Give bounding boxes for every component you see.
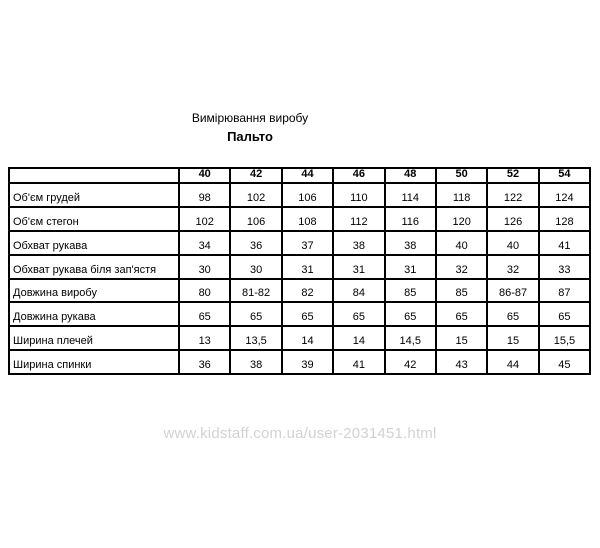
table-row [9,326,590,350]
header-corner-cell [9,168,179,183]
size-header-cell: 40 [179,168,230,183]
measurement-cell: 15 [487,326,538,350]
table-row [9,183,590,207]
row-label: Об'єм стегон [9,207,179,231]
measurement-cell: 106 [230,207,281,231]
measurement-cell: 39 [282,350,333,374]
measurement-cell: 37 [282,231,333,255]
measurement-cell: 122 [487,183,538,207]
measurement-cell: 110 [333,183,384,207]
measurement-cell: 65 [333,302,384,326]
measurement-cell: 34 [179,231,230,255]
measurement-cell: 81-82 [230,279,281,303]
measurement-cell: 65 [539,302,590,326]
measurement-cell: 65 [179,302,230,326]
measurement-cell: 30 [230,255,281,279]
measurement-cell: 106 [282,183,333,207]
table-row [9,207,590,231]
row-label: Обхват рукава [9,231,179,255]
row-label: Ширина спинки [9,350,179,374]
measurement-cell: 38 [385,231,436,255]
measurement-cell: 65 [487,302,538,326]
measurement-cell: 15,5 [539,326,590,350]
size-chart-table [8,167,591,375]
document-subtitle: Вимірювання виробу [191,111,309,125]
measurement-cell: 43 [436,350,487,374]
measurement-cell: 65 [385,302,436,326]
measurement-cell: 14 [282,326,333,350]
measurement-cell: 41 [539,231,590,255]
row-label: Ширина плечей [9,326,179,350]
measurement-cell: 36 [179,350,230,374]
measurement-cell: 108 [282,207,333,231]
measurement-cell: 86-87 [487,279,538,303]
measurement-cell: 126 [487,207,538,231]
size-header-cell: 50 [436,168,487,183]
measurement-cell: 124 [539,183,590,207]
row-label: Довжина рукава [9,302,179,326]
measurement-cell: 13 [179,326,230,350]
measurement-cell: 41 [333,350,384,374]
measurement-cell: 112 [333,207,384,231]
size-header-cell: 54 [539,168,590,183]
measurement-cell: 65 [436,302,487,326]
measurement-cell: 40 [436,231,487,255]
measurement-cell: 120 [436,207,487,231]
measurement-cell: 102 [230,183,281,207]
measurement-cell: 85 [436,279,487,303]
measurement-cell: 102 [179,207,230,231]
measurement-cell: 32 [487,255,538,279]
measurement-cell: 15 [436,326,487,350]
measurement-cell: 65 [230,302,281,326]
size-header-cell: 52 [487,168,538,183]
measurement-cell: 98 [179,183,230,207]
measurement-cell: 31 [333,255,384,279]
measurement-cell: 40 [487,231,538,255]
measurement-cell: 84 [333,279,384,303]
measurement-cell: 44 [487,350,538,374]
measurement-cell: 38 [230,350,281,374]
table-row [9,350,590,374]
size-header-cell: 48 [385,168,436,183]
measurement-cell: 31 [385,255,436,279]
measurement-cell: 14,5 [385,326,436,350]
row-label: Довжина виробу [9,279,179,303]
measurement-cell: 80 [179,279,230,303]
measurement-cell: 85 [385,279,436,303]
measurement-cell: 82 [282,279,333,303]
size-header-cell: 42 [230,168,281,183]
measurement-cell: 14 [333,326,384,350]
row-label: Об'єм грудей [9,183,179,207]
table-row [9,279,590,303]
measurement-cell: 118 [436,183,487,207]
measurement-cell: 65 [282,302,333,326]
measurement-cell: 114 [385,183,436,207]
row-label: Обхват рукава біля зап'ястя [9,255,179,279]
measurement-cell: 38 [333,231,384,255]
size-header-cell: 46 [333,168,384,183]
table-row [9,255,590,279]
measurement-cell: 13,5 [230,326,281,350]
watermark-url: www.kidstaff.com.ua/user-2031451.html [163,425,437,442]
measurement-cell: 31 [282,255,333,279]
measurement-cell: 87 [539,279,590,303]
measurement-cell: 128 [539,207,590,231]
measurement-cell: 30 [179,255,230,279]
measurement-cell: 32 [436,255,487,279]
measurement-cell: 33 [539,255,590,279]
document-title: Пальто [227,129,273,144]
measurement-cell: 42 [385,350,436,374]
size-header-cell: 44 [282,168,333,183]
measurement-cell: 36 [230,231,281,255]
measurement-cell: 116 [385,207,436,231]
table-row [9,302,590,326]
table-row [9,231,590,255]
measurement-cell: 45 [539,350,590,374]
size-header-row [9,168,590,183]
